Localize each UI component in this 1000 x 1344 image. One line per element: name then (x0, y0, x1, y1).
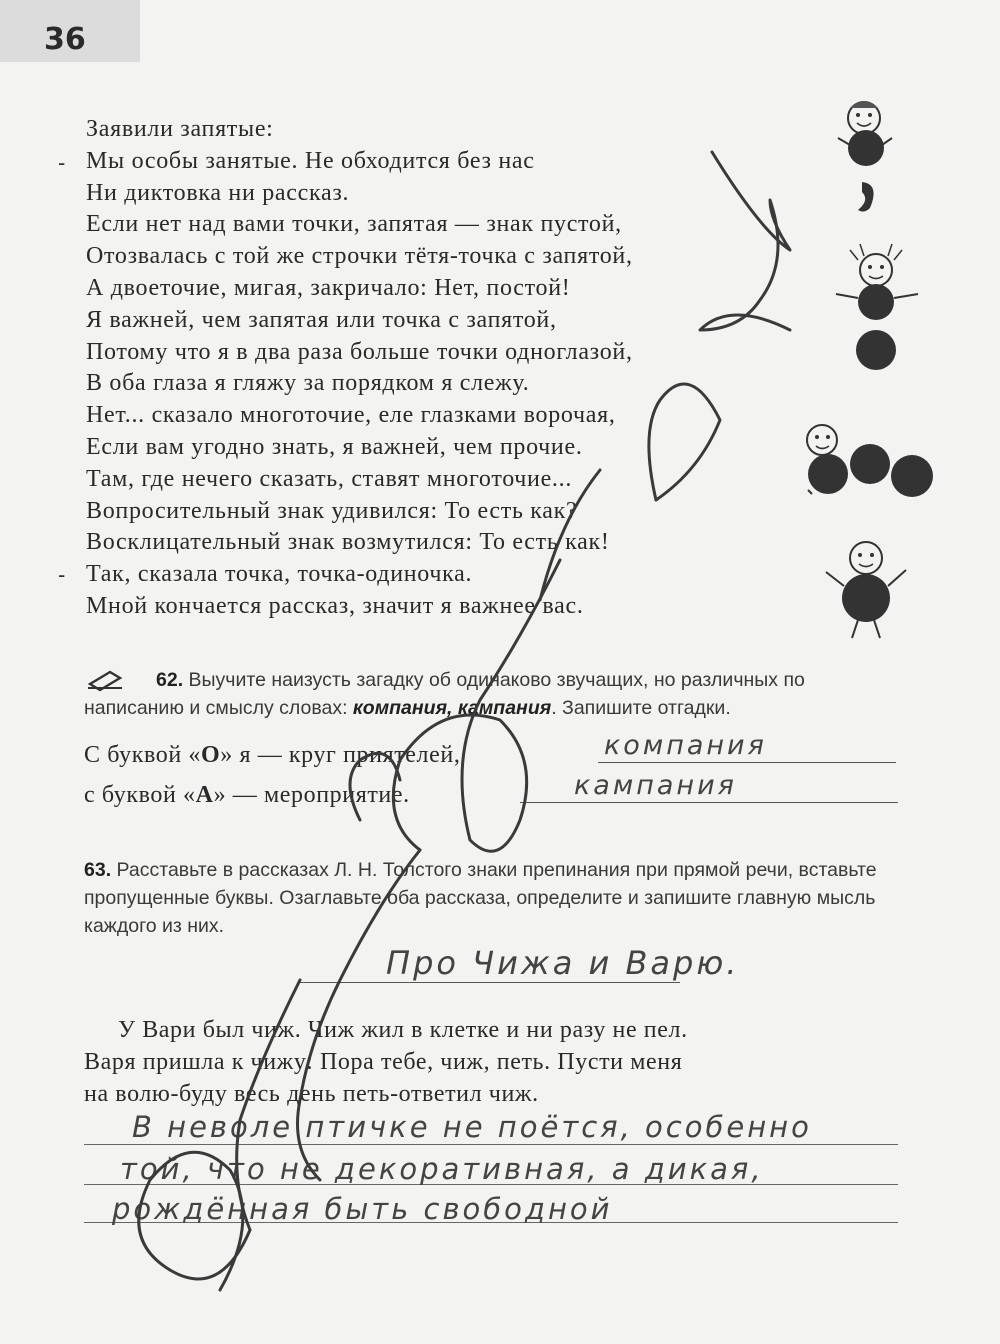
poem-line: Я важней, чем запятая или точка с запятой, (86, 306, 557, 333)
task-number: 63. (84, 859, 112, 881)
poem-line: Там, где нечего сказать, ставят многоточие... (86, 465, 573, 492)
ellipsis-character-icon (807, 425, 933, 497)
poem-line: Отозвалась с той же строчки тётя-точка с запятой, (86, 243, 633, 270)
task-63 (84, 856, 904, 940)
story-text (84, 1014, 904, 1110)
poem-line: Потому что я в два раза больше точки одноглазой, (86, 338, 633, 365)
riddle-line (84, 782, 410, 809)
answer-line (598, 762, 896, 763)
riddle-text: » я — круг приятелей, (220, 742, 461, 768)
point-character-icon (826, 542, 906, 638)
punctuation-characters-illustration (800, 90, 940, 650)
handwritten-answer-2: кампания (574, 770, 737, 801)
handwritten-answer-1: компания (604, 730, 767, 761)
riddle-line (84, 742, 460, 769)
poem-line: Мы особы занятые. Не обходится без нас (86, 147, 535, 174)
task-text: Выучите наизусть загадку об одинаково звучащих, но различных по написанию и смыслу словах: (84, 669, 805, 719)
story-line: У Вари был чиж. Чиж жил в клетке и ни разу не пел. (118, 1017, 688, 1043)
colon-character-icon (836, 244, 918, 370)
handwritten-main-idea: той, что не декоративная, а дикая, (120, 1152, 764, 1186)
handwritten-main-idea: рождённая быть свободной (112, 1192, 613, 1226)
poem-line: Если вам угодно знать, я важней, чем прочие. (86, 433, 583, 460)
poem-line: Восклицательный знак возмутился: То есть как! (86, 529, 610, 556)
task-text: . Запишите отгадки. (551, 697, 731, 719)
riddle-letter: А (195, 782, 214, 808)
task-number: 62. (156, 669, 184, 691)
story-line: Варя пришла к чижу: Пора тебе, чиж, петь. Пусти меня (84, 1049, 683, 1075)
poem-line: Если нет над вами точки, запятая — знак пустой, (86, 211, 622, 238)
riddle-text: » — мероприятие. (213, 782, 410, 808)
writing-line (84, 1144, 898, 1145)
riddle-text: С буквой « (84, 742, 201, 768)
riddle-text: с буквой « (84, 782, 196, 808)
margin-mark: - (58, 562, 66, 587)
poem-line: Нет... сказало многоточие, еле глазками ворочая, (86, 402, 616, 429)
poem-line: Вопросительный знак удивился: То есть как? (86, 497, 578, 524)
page-number: 36 (44, 22, 86, 57)
poem-line: Ни диктовка ни рассказ. (86, 179, 350, 206)
poem-line: Так, сказала точка, точка-одиночка. (86, 561, 473, 588)
task-words: компания, кампания (352, 697, 552, 719)
answer-line (520, 802, 898, 803)
poem (86, 114, 826, 623)
margin-mark: - (58, 150, 66, 175)
poem-line: В оба глаза я гляжу за порядком я слежу. (86, 370, 530, 397)
poem-line: А двоеточие, мигая, закричало: Нет, постой! (86, 274, 571, 301)
story-line: на волю-буду весь день петь-ответил чиж. (84, 1081, 539, 1107)
poem-line: Заявили запятые: (86, 116, 274, 142)
handwritten-title: Про Чижа и Варю. (386, 944, 740, 982)
poem-line: Мной кончается рассказ, значит я важнее вас. (86, 592, 584, 619)
comma-character-icon (838, 101, 892, 212)
riddle-letter: О (200, 742, 221, 768)
task-62 (84, 666, 904, 722)
task-text: Расставьте в рассказах Л. Н. Толстого знаки препинания при прямой речи, вставьте пропущенные буквы. Озаглавьте оба рассказа, определите и запишите главную мысль каждого из них. (84, 859, 877, 937)
title-answer-line (300, 982, 680, 983)
handwritten-main-idea: В неволе птичке не поётся, особенно (132, 1110, 812, 1144)
